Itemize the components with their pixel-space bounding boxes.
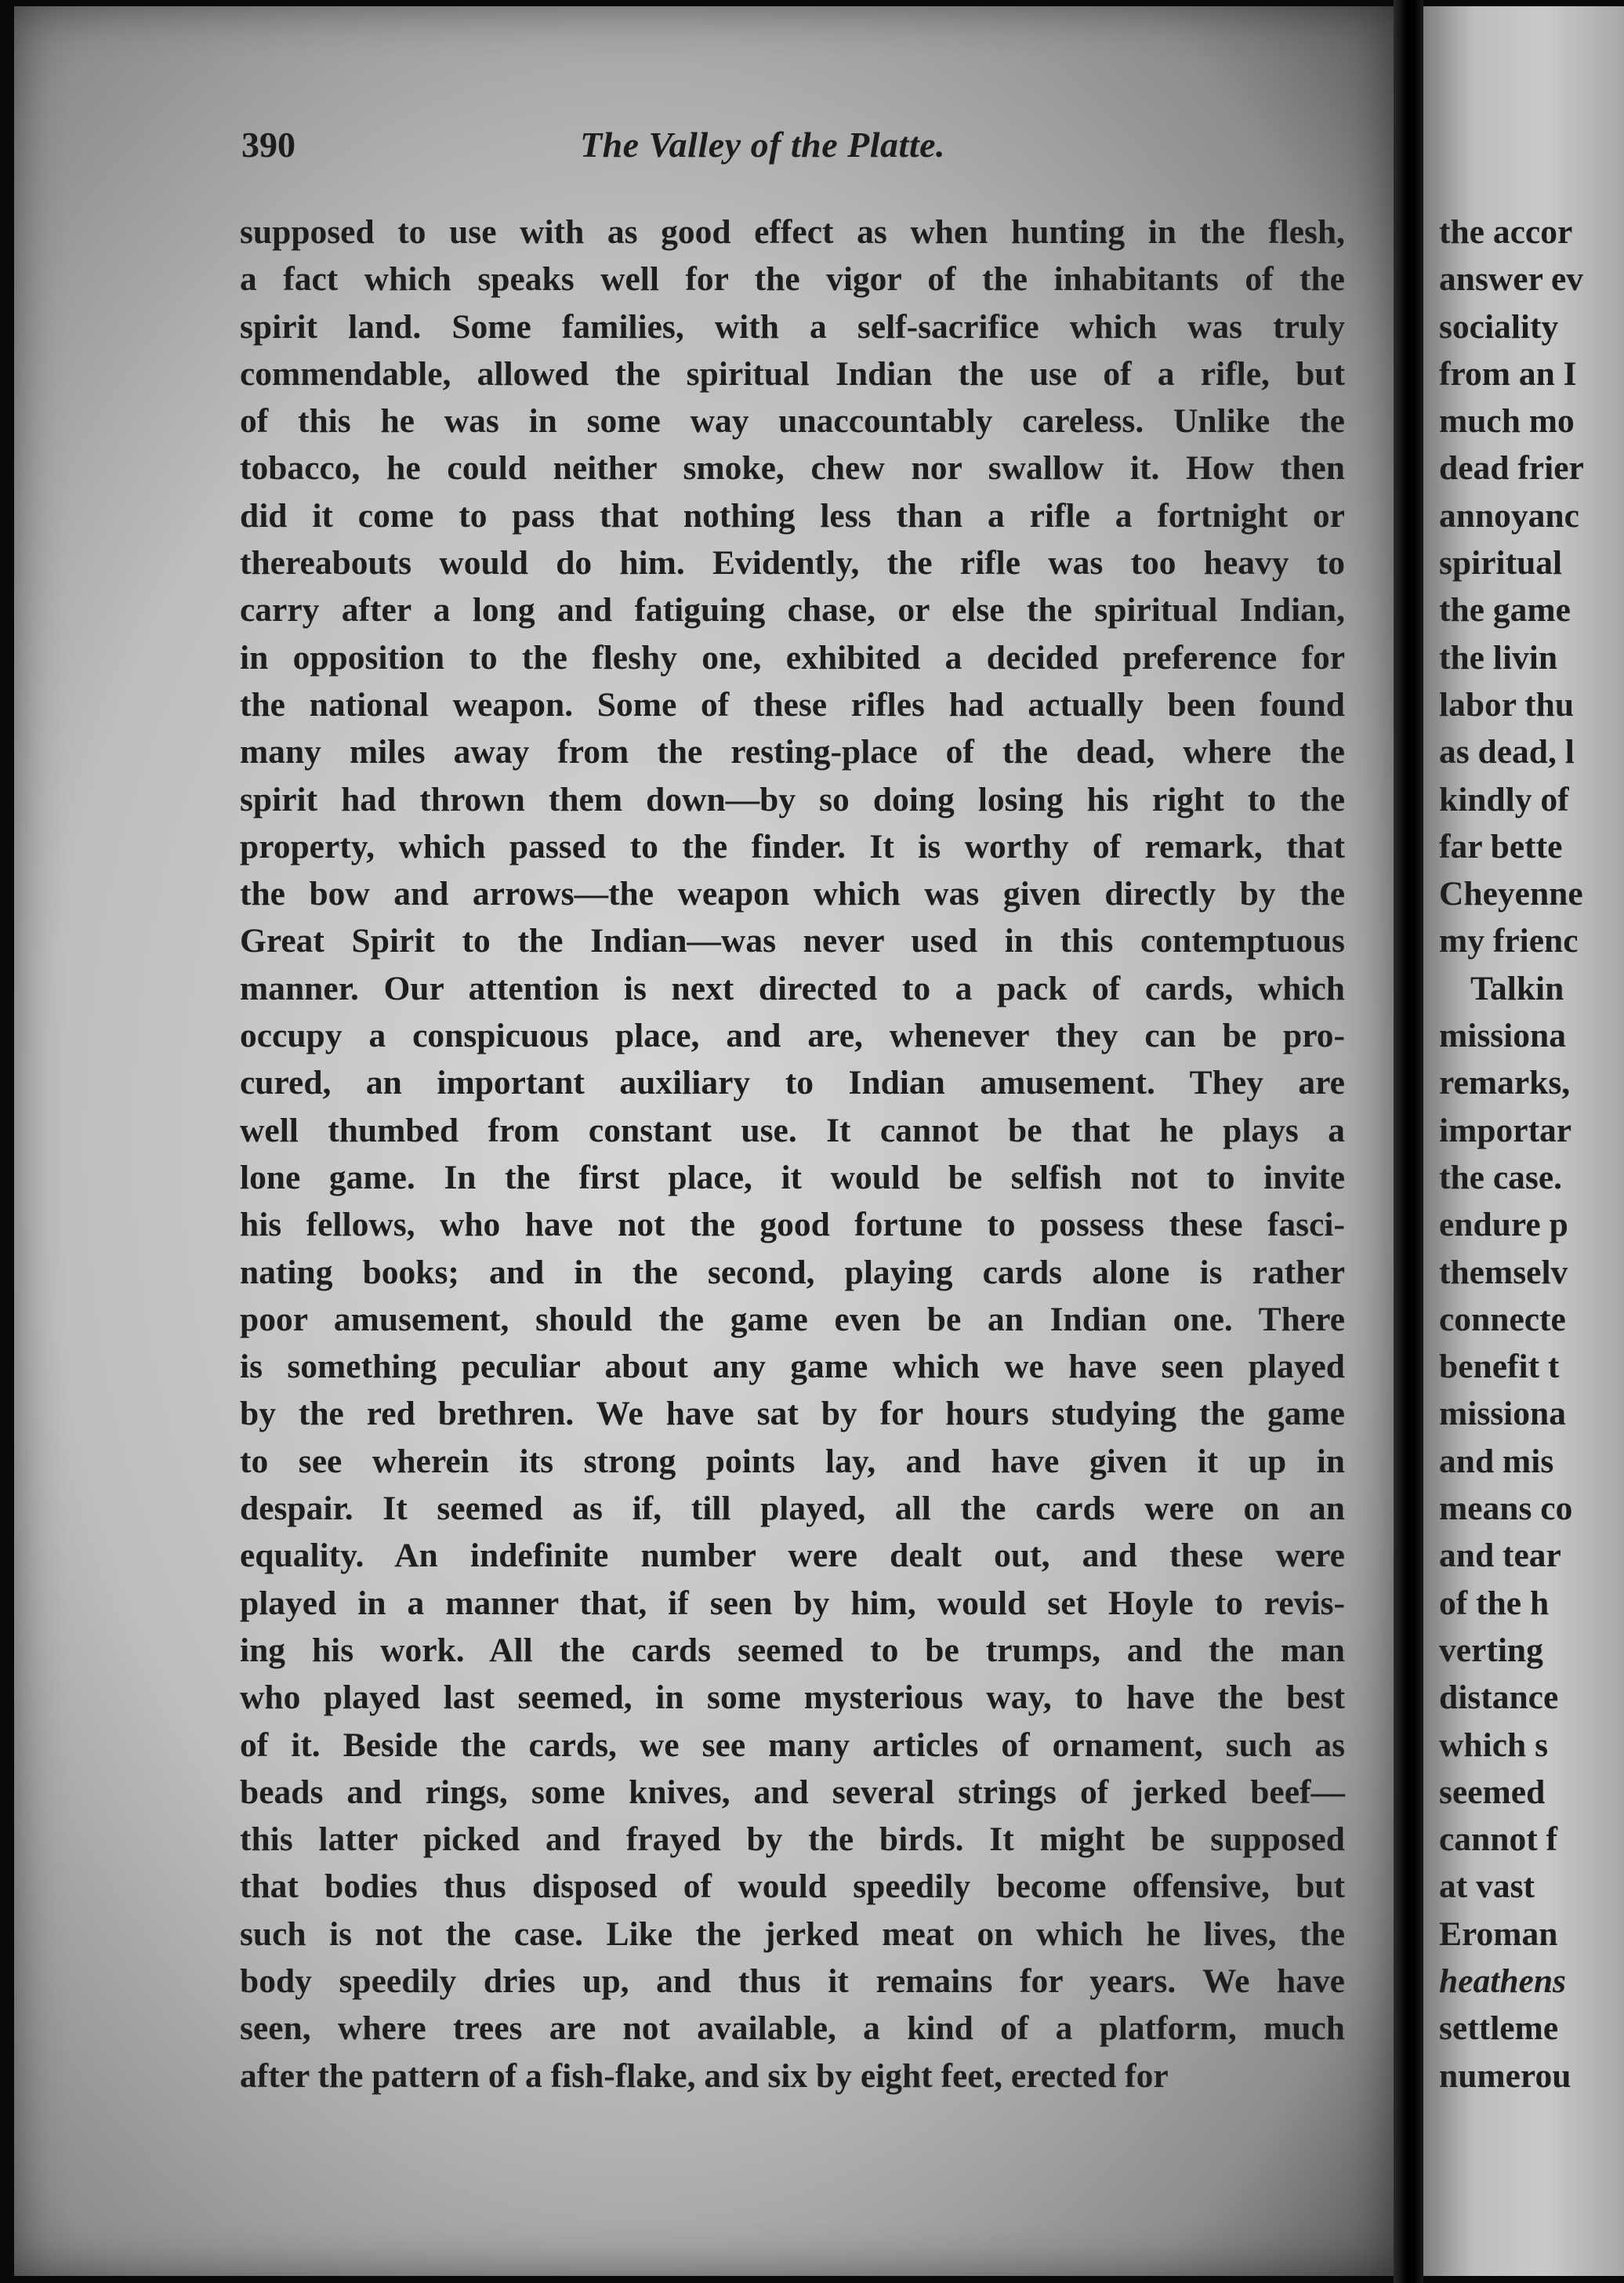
text-line: after the pattern of a fish-flake, and six by eight feet, erected for <box>240 2056 1169 2095</box>
text-line: manner. Our attention is next directed to a pack of cards, which <box>240 969 1345 1007</box>
right-text-line: at vast <box>1439 1867 1535 1906</box>
right-text-line: the game <box>1439 591 1571 630</box>
right-text-line: missiona <box>1439 1017 1566 1055</box>
text-line: the bow and arrows—the weapon which was given directly by the <box>240 875 1345 913</box>
text-line: well thumbed from constant use. It cannot be that he plays a <box>240 1111 1345 1149</box>
text-line: thereabouts would do him. Evidently, the rifle was too heavy to <box>240 544 1345 583</box>
right-text-line: connecte <box>1439 1300 1566 1338</box>
right-text-line: of the h <box>1439 1584 1550 1622</box>
right-text-line: kindly of <box>1439 780 1569 818</box>
right-text-line: from an I <box>1439 354 1577 393</box>
right-text-line: which s <box>1439 1726 1548 1764</box>
text-line: many miles away from the resting-place of the dead, where the <box>240 733 1345 771</box>
text-line: to see wherein its strong points lay, and have given it up in <box>240 1442 1345 1480</box>
text-line: cured, an important auxiliary to Indian amusement. They are <box>240 1064 1345 1102</box>
right-text-line: means co <box>1439 1490 1573 1528</box>
right-text-line: much mo <box>1439 402 1575 441</box>
text-line: did it come to pass that nothing less than a rifle a fortnight or <box>240 496 1345 535</box>
right-text-line: answer ev <box>1439 260 1584 299</box>
right-text-line: spiritual <box>1439 544 1563 583</box>
right-page-text <box>1439 209 1624 2100</box>
right-text-line: settleme <box>1439 2009 1559 2048</box>
text-line: carry after a long and fatiguing chase, or else the spiritual Indian, <box>240 591 1345 630</box>
right-text-line: far bette <box>1439 827 1563 866</box>
right-text-line: verting <box>1439 1631 1543 1669</box>
text-line: the national weapon. Some of these rifles had actually been found <box>240 685 1345 724</box>
text-line: that bodies thus disposed of would speedily become offensive, but <box>240 1867 1345 1906</box>
text-line: a fact which speaks well for the vigor of the inhabitants of the <box>240 260 1345 299</box>
text-line: occupy a conspicuous place, and are, whenever they can be pro- <box>240 1017 1345 1055</box>
right-page-fragment <box>1423 6 1624 2276</box>
text-line: who played last seemed, in some mysterious way, to have the best <box>240 1679 1345 1717</box>
text-line: lone game. In the first place, it would be selfish not to invite <box>240 1158 1345 1196</box>
running-title: The Valley of the Platte. <box>580 125 946 165</box>
text-line: by the red brethren. We have sat by for hours studying the game <box>240 1395 1345 1433</box>
text-line: spirit land. Some families, with a self-sacrifice which was truly <box>240 307 1345 346</box>
text-line: commendable, allowed the spiritual Indian the use of a rifle, but <box>240 354 1345 393</box>
right-text-line: seemed <box>1439 1773 1546 1811</box>
text-line: tobacco, he could neither smoke, chew nor swallow it. How then <box>240 449 1345 488</box>
right-text-line: numerou <box>1439 2056 1571 2095</box>
right-text-line: remarks, <box>1439 1064 1571 1102</box>
text-line: is something peculiar about any game which we have seen played <box>240 1348 1345 1386</box>
text-line: poor amusement, should the game even be an Indian one. There <box>240 1300 1345 1338</box>
right-text-line: distance <box>1439 1679 1559 1717</box>
text-line: of this he was in some way unaccountably careless. Unlike the <box>240 402 1345 441</box>
right-text-line: the livin <box>1439 638 1558 677</box>
text-line: despair. It seemed as if, till played, all the cards were on an <box>240 1490 1345 1528</box>
text-line: of it. Beside the cards, we see many articles of ornament, such as <box>240 1726 1345 1764</box>
text-line: ing his work. All the cards seemed to be trumps, and the man <box>240 1631 1345 1669</box>
text-line: played in a manner that, if seen by him, would set Hoyle to revis- <box>240 1584 1345 1622</box>
body-text <box>240 209 1345 2100</box>
right-text-line: Eroman <box>1439 1915 1558 1953</box>
right-text-line: and tear <box>1439 1537 1561 1575</box>
right-text-line: importar <box>1439 1111 1572 1149</box>
text-line: spirit had thrown them down—by so doing losing his right to the <box>240 780 1345 818</box>
right-text-line: Cheyenne <box>1439 875 1583 913</box>
page-header <box>14 124 1394 179</box>
right-text-line: sociality <box>1439 307 1559 346</box>
text-line: seen, where trees are not available, a kind of a platform, much <box>240 2009 1345 2048</box>
right-text-line: my frienc <box>1439 922 1579 960</box>
text-line: body speedily dries up, and thus it remains for years. We have <box>240 1962 1345 2000</box>
text-line: property, which passed to the finder. It is worthy of remark, that <box>240 827 1345 866</box>
right-text-line: dead frier <box>1439 449 1584 488</box>
text-line: Great Spirit to the Indian—was never used in this contemptuous <box>240 922 1345 960</box>
text-line: nating books; and in the second, playing cards alone is rather <box>240 1253 1345 1291</box>
right-text-line: benefit t <box>1439 1348 1560 1386</box>
right-text-line: the accor <box>1439 213 1573 251</box>
right-text-line: labor thu <box>1439 685 1575 724</box>
page-number: 390 <box>241 125 295 165</box>
right-text-line: Talkin <box>1470 969 1564 1007</box>
right-text-line: annoyanc <box>1439 496 1579 535</box>
left-page <box>14 6 1394 2276</box>
text-line: in opposition to the fleshy one, exhibited a decided preference for <box>240 638 1345 677</box>
right-text-line: endure p <box>1439 1206 1568 1244</box>
text-line: supposed to use with as good effect as when hunting in the flesh, <box>240 213 1345 251</box>
text-line: this latter picked and frayed by the birds. It might be supposed <box>240 1820 1345 1859</box>
right-text-line: the case. <box>1439 1158 1563 1196</box>
right-text-line: heathens <box>1439 1962 1566 2000</box>
right-text-line: cannot f <box>1439 1820 1558 1859</box>
right-text-line: themselv <box>1439 1253 1568 1291</box>
right-text-line: and mis <box>1439 1442 1554 1480</box>
text-line: such is not the case. Like the jerked meat on which he lives, the <box>240 1915 1345 1953</box>
text-line: beads and rings, some knives, and several strings of jerked beef— <box>240 1773 1345 1811</box>
right-text-line: missiona <box>1439 1395 1566 1433</box>
right-text-line: as dead, l <box>1439 733 1575 771</box>
text-line: his fellows, who have not the good fortune to possess these fasci- <box>240 1206 1345 1244</box>
book-gutter <box>1394 0 1423 2283</box>
text-line: equality. An indefinite number were dealt out, and these were <box>240 1537 1345 1575</box>
